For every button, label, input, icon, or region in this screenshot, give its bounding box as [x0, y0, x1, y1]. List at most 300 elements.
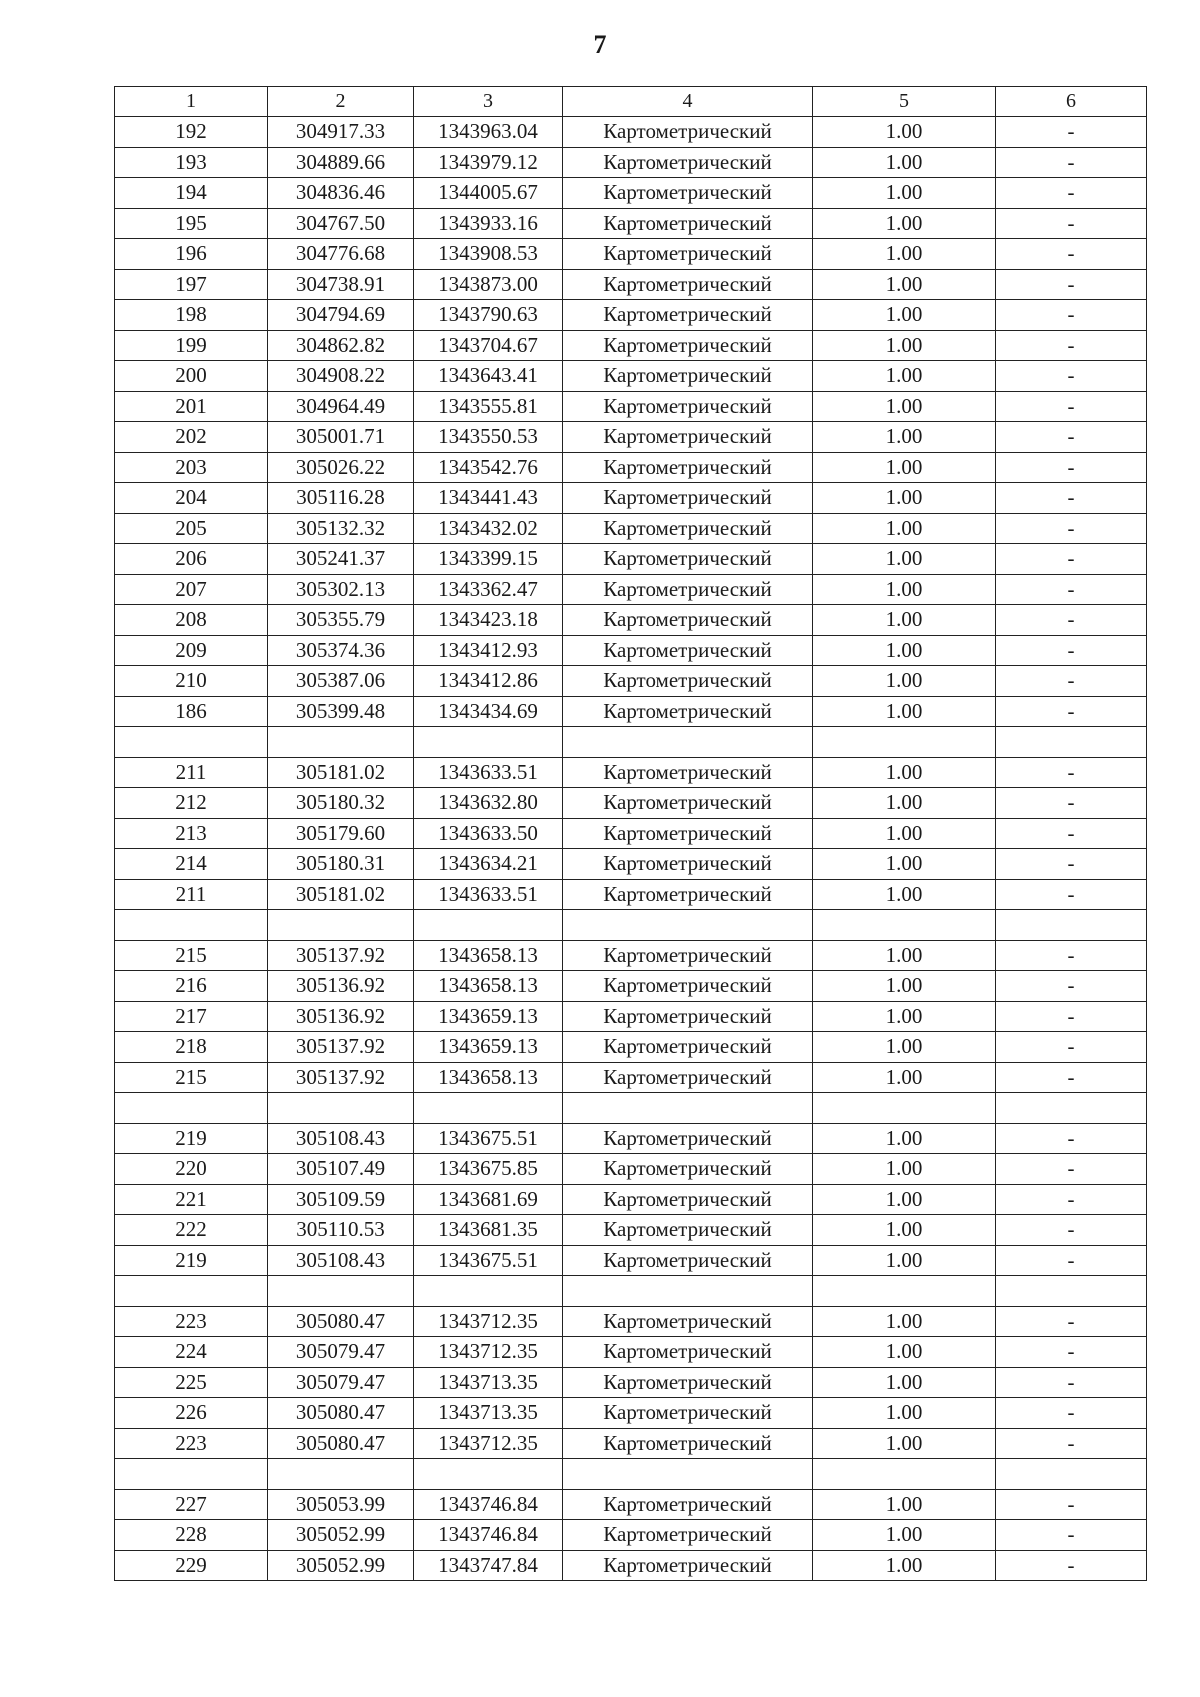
- x-coordinate-cell: 305374.36: [268, 635, 414, 666]
- y-coordinate-cell: 1343712.35: [414, 1337, 563, 1368]
- y-coordinate-cell: 1343712.35: [414, 1428, 563, 1459]
- y-coordinate-cell: 1343659.13: [414, 1001, 563, 1032]
- x-coordinate-cell: 305241.37: [268, 544, 414, 575]
- point-number-cell: 192: [115, 117, 268, 148]
- accuracy-cell: 1.00: [813, 117, 996, 148]
- method-cell: Картометрический: [563, 544, 813, 575]
- y-coordinate-cell: 1343908.53: [414, 239, 563, 270]
- method-cell: [563, 727, 813, 758]
- accuracy-cell: 1.00: [813, 1520, 996, 1551]
- method-cell: Картометрический: [563, 1398, 813, 1429]
- point-number-cell: 186: [115, 696, 268, 727]
- x-coordinate-cell: [268, 1276, 414, 1307]
- accuracy-cell: 1.00: [813, 849, 996, 880]
- x-coordinate-cell: 305355.79: [268, 605, 414, 636]
- y-coordinate-cell: 1343681.35: [414, 1215, 563, 1246]
- table-row: [115, 452, 1147, 483]
- y-coordinate-cell: 1343713.35: [414, 1367, 563, 1398]
- point-number-cell: 209: [115, 635, 268, 666]
- table-row: [115, 940, 1147, 971]
- method-cell: Картометрический: [563, 1245, 813, 1276]
- x-coordinate-cell: 305079.47: [268, 1337, 414, 1368]
- y-coordinate-cell: 1343746.84: [414, 1489, 563, 1520]
- accuracy-cell: 1.00: [813, 696, 996, 727]
- accuracy-cell: [813, 1093, 996, 1124]
- method-cell: [563, 1093, 813, 1124]
- point-number-cell: 214: [115, 849, 268, 880]
- accuracy-cell: 1.00: [813, 391, 996, 422]
- point-number-cell: 215: [115, 940, 268, 971]
- description-cell: -: [996, 147, 1147, 178]
- x-coordinate-cell: 304794.69: [268, 300, 414, 331]
- description-cell: -: [996, 1184, 1147, 1215]
- table-separator-row: [115, 1276, 1147, 1307]
- method-cell: Картометрический: [563, 1062, 813, 1093]
- point-number-cell: 208: [115, 605, 268, 636]
- y-coordinate-cell: [414, 1459, 563, 1490]
- accuracy-cell: 1.00: [813, 1489, 996, 1520]
- accuracy-cell: 1.00: [813, 574, 996, 605]
- x-coordinate-cell: 305181.02: [268, 879, 414, 910]
- accuracy-cell: 1.00: [813, 208, 996, 239]
- table-row: [115, 147, 1147, 178]
- table-row: [115, 483, 1147, 514]
- x-coordinate-cell: 304917.33: [268, 117, 414, 148]
- description-cell: -: [996, 1001, 1147, 1032]
- y-coordinate-cell: 1343659.13: [414, 1032, 563, 1063]
- method-cell: Картометрический: [563, 391, 813, 422]
- point-number-cell: [115, 1276, 268, 1307]
- table-row: [115, 1184, 1147, 1215]
- y-coordinate-cell: 1343675.85: [414, 1154, 563, 1185]
- table-row: [115, 1550, 1147, 1581]
- method-cell: Картометрический: [563, 361, 813, 392]
- y-coordinate-cell: 1343432.02: [414, 513, 563, 544]
- description-cell: -: [996, 513, 1147, 544]
- y-coordinate-cell: [414, 910, 563, 941]
- y-coordinate-cell: 1343643.41: [414, 361, 563, 392]
- x-coordinate-cell: 305052.99: [268, 1550, 414, 1581]
- accuracy-cell: 1.00: [813, 513, 996, 544]
- description-cell: [996, 1459, 1147, 1490]
- point-number-cell: 202: [115, 422, 268, 453]
- x-coordinate-cell: 305387.06: [268, 666, 414, 697]
- x-coordinate-cell: 305110.53: [268, 1215, 414, 1246]
- description-cell: [996, 1276, 1147, 1307]
- accuracy-cell: 1.00: [813, 544, 996, 575]
- description-cell: [996, 1093, 1147, 1124]
- point-number-cell: 211: [115, 757, 268, 788]
- description-cell: -: [996, 940, 1147, 971]
- table-row: [115, 1367, 1147, 1398]
- accuracy-cell: 1.00: [813, 239, 996, 270]
- accuracy-cell: 1.00: [813, 1550, 996, 1581]
- accuracy-cell: 1.00: [813, 1428, 996, 1459]
- method-cell: Картометрический: [563, 971, 813, 1002]
- table-row: [115, 788, 1147, 819]
- point-number-cell: 220: [115, 1154, 268, 1185]
- y-coordinate-cell: 1343790.63: [414, 300, 563, 331]
- method-cell: Картометрический: [563, 452, 813, 483]
- description-cell: -: [996, 178, 1147, 209]
- point-number-cell: 225: [115, 1367, 268, 1398]
- accuracy-cell: 1.00: [813, 971, 996, 1002]
- method-cell: Картометрический: [563, 269, 813, 300]
- accuracy-cell: 1.00: [813, 361, 996, 392]
- coordinates-table: [114, 86, 1147, 1581]
- description-cell: -: [996, 757, 1147, 788]
- accuracy-cell: 1.00: [813, 1001, 996, 1032]
- y-coordinate-cell: 1343542.76: [414, 452, 563, 483]
- table-row: [115, 605, 1147, 636]
- x-coordinate-cell: 305302.13: [268, 574, 414, 605]
- point-number-cell: 229: [115, 1550, 268, 1581]
- method-cell: Картометрический: [563, 208, 813, 239]
- y-coordinate-cell: 1343412.93: [414, 635, 563, 666]
- method-cell: [563, 910, 813, 941]
- method-cell: Картометрический: [563, 605, 813, 636]
- method-cell: Картометрический: [563, 117, 813, 148]
- method-cell: Картометрический: [563, 239, 813, 270]
- description-cell: -: [996, 1398, 1147, 1429]
- point-number-cell: 207: [115, 574, 268, 605]
- y-coordinate-cell: 1343658.13: [414, 1062, 563, 1093]
- x-coordinate-cell: 305107.49: [268, 1154, 414, 1185]
- header-cell: 5: [813, 87, 996, 117]
- accuracy-cell: 1.00: [813, 147, 996, 178]
- method-cell: Картометрический: [563, 666, 813, 697]
- description-cell: -: [996, 818, 1147, 849]
- table-row: [115, 1062, 1147, 1093]
- accuracy-cell: 1.00: [813, 178, 996, 209]
- table-row: [115, 178, 1147, 209]
- method-cell: Картометрический: [563, 1428, 813, 1459]
- y-coordinate-cell: 1343747.84: [414, 1550, 563, 1581]
- accuracy-cell: 1.00: [813, 300, 996, 331]
- y-coordinate-cell: 1343658.13: [414, 971, 563, 1002]
- x-coordinate-cell: 305109.59: [268, 1184, 414, 1215]
- x-coordinate-cell: 305137.92: [268, 1062, 414, 1093]
- description-cell: -: [996, 239, 1147, 270]
- accuracy-cell: 1.00: [813, 1245, 996, 1276]
- point-number-cell: 228: [115, 1520, 268, 1551]
- y-coordinate-cell: 1343633.51: [414, 757, 563, 788]
- point-number-cell: 223: [115, 1306, 268, 1337]
- accuracy-cell: 1.00: [813, 1306, 996, 1337]
- x-coordinate-cell: 305080.47: [268, 1428, 414, 1459]
- y-coordinate-cell: 1343681.69: [414, 1184, 563, 1215]
- table-row: [115, 757, 1147, 788]
- method-cell: Картометрический: [563, 574, 813, 605]
- y-coordinate-cell: 1343634.21: [414, 849, 563, 880]
- table-row: [115, 513, 1147, 544]
- table-row: [115, 117, 1147, 148]
- method-cell: Картометрический: [563, 1184, 813, 1215]
- point-number-cell: 195: [115, 208, 268, 239]
- method-cell: Картометрический: [563, 940, 813, 971]
- description-cell: -: [996, 300, 1147, 331]
- table-row: [115, 544, 1147, 575]
- x-coordinate-cell: 305136.92: [268, 971, 414, 1002]
- accuracy-cell: 1.00: [813, 452, 996, 483]
- point-number-cell: 210: [115, 666, 268, 697]
- table-header-row: [115, 87, 1147, 117]
- point-number-cell: 211: [115, 879, 268, 910]
- table-row: [115, 666, 1147, 697]
- table-row: [115, 422, 1147, 453]
- method-cell: Картометрический: [563, 1489, 813, 1520]
- table-row: [115, 269, 1147, 300]
- accuracy-cell: 1.00: [813, 269, 996, 300]
- table-row: [115, 1489, 1147, 1520]
- point-number-cell: 193: [115, 147, 268, 178]
- accuracy-cell: 1.00: [813, 1367, 996, 1398]
- x-coordinate-cell: 305132.32: [268, 513, 414, 544]
- accuracy-cell: 1.00: [813, 940, 996, 971]
- accuracy-cell: 1.00: [813, 788, 996, 819]
- description-cell: -: [996, 452, 1147, 483]
- page-number: 7: [593, 30, 607, 59]
- accuracy-cell: 1.00: [813, 666, 996, 697]
- description-cell: -: [996, 391, 1147, 422]
- description-cell: -: [996, 879, 1147, 910]
- table-row: [115, 1215, 1147, 1246]
- point-number-cell: 206: [115, 544, 268, 575]
- accuracy-cell: 1.00: [813, 757, 996, 788]
- y-coordinate-cell: 1343423.18: [414, 605, 563, 636]
- x-coordinate-cell: [268, 1093, 414, 1124]
- x-coordinate-cell: 305137.92: [268, 1032, 414, 1063]
- x-coordinate-cell: 304862.82: [268, 330, 414, 361]
- point-number-cell: 219: [115, 1123, 268, 1154]
- y-coordinate-cell: 1343441.43: [414, 483, 563, 514]
- point-number-cell: [115, 1093, 268, 1124]
- y-coordinate-cell: 1343704.67: [414, 330, 563, 361]
- method-cell: Картометрический: [563, 1154, 813, 1185]
- description-cell: -: [996, 1123, 1147, 1154]
- y-coordinate-cell: [414, 727, 563, 758]
- point-number-cell: 196: [115, 239, 268, 270]
- point-number-cell: 223: [115, 1428, 268, 1459]
- x-coordinate-cell: 305001.71: [268, 422, 414, 453]
- description-cell: -: [996, 544, 1147, 575]
- accuracy-cell: 1.00: [813, 635, 996, 666]
- description-cell: [996, 727, 1147, 758]
- point-number-cell: 205: [115, 513, 268, 544]
- method-cell: Картометрический: [563, 1306, 813, 1337]
- x-coordinate-cell: 304836.46: [268, 178, 414, 209]
- description-cell: -: [996, 849, 1147, 880]
- x-coordinate-cell: 305079.47: [268, 1367, 414, 1398]
- accuracy-cell: [813, 910, 996, 941]
- y-coordinate-cell: 1343434.69: [414, 696, 563, 727]
- accuracy-cell: 1.00: [813, 818, 996, 849]
- y-coordinate-cell: 1343633.51: [414, 879, 563, 910]
- accuracy-cell: 1.00: [813, 1154, 996, 1185]
- table-row: [115, 1154, 1147, 1185]
- x-coordinate-cell: 305181.02: [268, 757, 414, 788]
- table-row: [115, 1337, 1147, 1368]
- point-number-cell: 198: [115, 300, 268, 331]
- x-coordinate-cell: 305137.92: [268, 940, 414, 971]
- table-row: [115, 635, 1147, 666]
- x-coordinate-cell: 305136.92: [268, 1001, 414, 1032]
- y-coordinate-cell: 1343963.04: [414, 117, 563, 148]
- y-coordinate-cell: 1343713.35: [414, 1398, 563, 1429]
- point-number-cell: [115, 727, 268, 758]
- accuracy-cell: 1.00: [813, 1062, 996, 1093]
- y-coordinate-cell: 1343633.50: [414, 818, 563, 849]
- table-row: [115, 1306, 1147, 1337]
- accuracy-cell: 1.00: [813, 1184, 996, 1215]
- y-coordinate-cell: 1343979.12: [414, 147, 563, 178]
- method-cell: Картометрический: [563, 300, 813, 331]
- table-separator-row: [115, 1459, 1147, 1490]
- table-row: [115, 818, 1147, 849]
- description-cell: -: [996, 788, 1147, 819]
- x-coordinate-cell: [268, 727, 414, 758]
- description-cell: -: [996, 971, 1147, 1002]
- method-cell: Картометрический: [563, 422, 813, 453]
- point-number-cell: 200: [115, 361, 268, 392]
- description-cell: -: [996, 1428, 1147, 1459]
- description-cell: -: [996, 1245, 1147, 1276]
- x-coordinate-cell: 305180.31: [268, 849, 414, 880]
- x-coordinate-cell: 304908.22: [268, 361, 414, 392]
- accuracy-cell: 1.00: [813, 330, 996, 361]
- point-number-cell: 217: [115, 1001, 268, 1032]
- method-cell: Картометрический: [563, 178, 813, 209]
- method-cell: Картометрический: [563, 330, 813, 361]
- method-cell: Картометрический: [563, 1337, 813, 1368]
- method-cell: Картометрический: [563, 513, 813, 544]
- header-cell: 2: [268, 87, 414, 117]
- x-coordinate-cell: 304889.66: [268, 147, 414, 178]
- accuracy-cell: 1.00: [813, 1337, 996, 1368]
- y-coordinate-cell: 1343675.51: [414, 1123, 563, 1154]
- x-coordinate-cell: 305108.43: [268, 1245, 414, 1276]
- y-coordinate-cell: [414, 1093, 563, 1124]
- description-cell: -: [996, 361, 1147, 392]
- header-cell: 6: [996, 87, 1147, 117]
- description-cell: -: [996, 1032, 1147, 1063]
- accuracy-cell: 1.00: [813, 422, 996, 453]
- y-coordinate-cell: 1343399.15: [414, 544, 563, 575]
- x-coordinate-cell: [268, 1459, 414, 1490]
- table-row: [115, 1245, 1147, 1276]
- table-row: [115, 1123, 1147, 1154]
- table-separator-row: [115, 1093, 1147, 1124]
- description-cell: -: [996, 605, 1147, 636]
- description-cell: -: [996, 422, 1147, 453]
- description-cell: -: [996, 1520, 1147, 1551]
- description-cell: -: [996, 1337, 1147, 1368]
- method-cell: Картометрический: [563, 788, 813, 819]
- x-coordinate-cell: 304767.50: [268, 208, 414, 239]
- description-cell: -: [996, 1306, 1147, 1337]
- method-cell: Картометрический: [563, 696, 813, 727]
- table-row: [115, 879, 1147, 910]
- point-number-cell: 226: [115, 1398, 268, 1429]
- method-cell: Картометрический: [563, 879, 813, 910]
- y-coordinate-cell: 1343675.51: [414, 1245, 563, 1276]
- x-coordinate-cell: [268, 910, 414, 941]
- point-number-cell: 213: [115, 818, 268, 849]
- description-cell: -: [996, 666, 1147, 697]
- point-number-cell: 222: [115, 1215, 268, 1246]
- y-coordinate-cell: 1343555.81: [414, 391, 563, 422]
- description-cell: -: [996, 1062, 1147, 1093]
- table-body: [115, 87, 1147, 1581]
- y-coordinate-cell: 1343362.47: [414, 574, 563, 605]
- description-cell: -: [996, 269, 1147, 300]
- method-cell: [563, 1276, 813, 1307]
- description-cell: -: [996, 696, 1147, 727]
- table-row: [115, 330, 1147, 361]
- description-cell: -: [996, 117, 1147, 148]
- method-cell: Картометрический: [563, 1367, 813, 1398]
- point-number-cell: 204: [115, 483, 268, 514]
- table-row: [115, 300, 1147, 331]
- method-cell: Картометрический: [563, 1550, 813, 1581]
- y-coordinate-cell: 1343658.13: [414, 940, 563, 971]
- point-number-cell: [115, 1459, 268, 1490]
- accuracy-cell: [813, 1459, 996, 1490]
- description-cell: [996, 910, 1147, 941]
- method-cell: Картометрический: [563, 483, 813, 514]
- x-coordinate-cell: 304776.68: [268, 239, 414, 270]
- x-coordinate-cell: 305116.28: [268, 483, 414, 514]
- accuracy-cell: 1.00: [813, 1215, 996, 1246]
- table-row: [115, 208, 1147, 239]
- x-coordinate-cell: 304964.49: [268, 391, 414, 422]
- table-row: [115, 239, 1147, 270]
- table-row: [115, 1398, 1147, 1429]
- y-coordinate-cell: 1343933.16: [414, 208, 563, 239]
- point-number-cell: 194: [115, 178, 268, 209]
- x-coordinate-cell: 305080.47: [268, 1306, 414, 1337]
- y-coordinate-cell: [414, 1276, 563, 1307]
- point-number-cell: 216: [115, 971, 268, 1002]
- description-cell: -: [996, 208, 1147, 239]
- point-number-cell: 199: [115, 330, 268, 361]
- header-cell: 1: [115, 87, 268, 117]
- header-cell: 4: [563, 87, 813, 117]
- point-number-cell: 227: [115, 1489, 268, 1520]
- x-coordinate-cell: 305080.47: [268, 1398, 414, 1429]
- point-number-cell: 201: [115, 391, 268, 422]
- x-coordinate-cell: 305052.99: [268, 1520, 414, 1551]
- description-cell: -: [996, 1367, 1147, 1398]
- description-cell: -: [996, 635, 1147, 666]
- table-row: [115, 971, 1147, 1002]
- table-separator-row: [115, 910, 1147, 941]
- description-cell: -: [996, 1550, 1147, 1581]
- point-number-cell: 215: [115, 1062, 268, 1093]
- x-coordinate-cell: 305180.32: [268, 788, 414, 819]
- point-number-cell: 197: [115, 269, 268, 300]
- table-row: [115, 1428, 1147, 1459]
- x-coordinate-cell: 305026.22: [268, 452, 414, 483]
- table-row: [115, 574, 1147, 605]
- point-number-cell: 203: [115, 452, 268, 483]
- accuracy-cell: 1.00: [813, 1398, 996, 1429]
- method-cell: Картометрический: [563, 1123, 813, 1154]
- y-coordinate-cell: 1343712.35: [414, 1306, 563, 1337]
- y-coordinate-cell: 1343746.84: [414, 1520, 563, 1551]
- accuracy-cell: 1.00: [813, 1032, 996, 1063]
- accuracy-cell: 1.00: [813, 483, 996, 514]
